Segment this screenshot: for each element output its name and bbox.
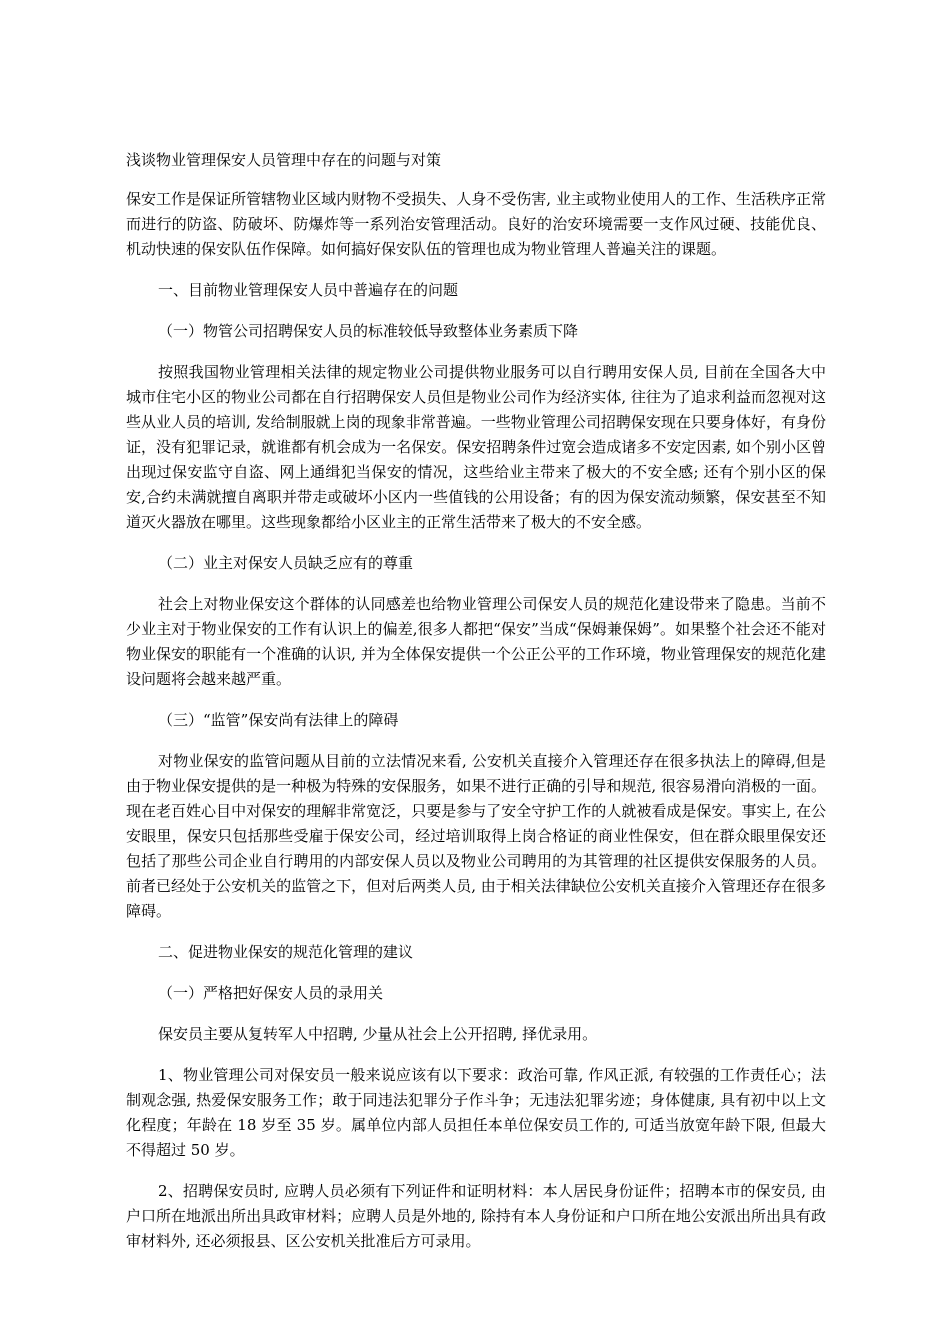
numbered-paragraph-1: 1、物业管理公司对保安员一般来说应该有以下要求：政治可靠, 作风正派, 有较强的工作责任心；法制观念强, 热爱保安服务工作；敢于同违法犯罪分子作斗争；无违法犯罪劣迹；身体健康, 具有初中以上文化程度；年龄在 18 岁至 35 岁。属单位内部人员担任本单位保安员工作的, 可适当放宽年龄下限, 但最大不得超过 50 岁。	[126, 1066, 826, 1159]
body-paragraph: 按照我国物业管理相关法律的规定物业公司提供物业服务可以自行聘用安保人员, 目前在全国各大中城市住宅小区的物业公司都在自行招聘保安人员但是物业公司作为经济实体, 往往为了追求利益而忽视对这些从业人员的培训, 发给制服就上岗的现象非常普遍。一些物业管理公司招聘保安现在只要身体好，有身份证，没有犯罪记录，就谁都有机会成为一名保安。保安招聘条件过宽会造成诸多不安定因素, 如个别小区曾出现过保安监守自盗、网上通缉犯当保安的情况，这些给业主带来了极大的不安全感; 还有个别小区的保安,合约未满就擅自离职并带走或破坏小区内一些值钱的公用设备；有的因为保安流动频繁，保安甚至不知道灭火器放在哪里。这些现象都给小区业主的正常生活带来了极大的不安全感。	[126, 363, 826, 531]
subsection-heading-2-1: （一）严格把好保安人员的录用关	[158, 984, 384, 1002]
section-heading-1: 一、目前物业管理保安人员中普遍存在的问题	[158, 281, 459, 299]
numbered-paragraph-2: 2、招聘保安员时, 应聘人员必须有下列证件和证明材料：本人居民身份证件；招聘本市的保安员, 由户口所在地派出所出具政审材料；应聘人员是外地的, 除持有本人身份证和户口所在地公安派出所出具有政审材料外, 还必须报县、区公安机关批准后方可录用。	[126, 1182, 826, 1250]
subsection-heading-1-2: （二）业主对保安人员缺乏应有的尊重	[158, 554, 414, 572]
section-heading-2: 二、促进物业保安的规范化管理的建议	[158, 943, 414, 961]
body-paragraph: 保安员主要从复转军人中招聘, 少量从社会上公开招聘, 择优录用。	[158, 1025, 598, 1043]
intro-paragraph: 保安工作是保证所管辖物业区域内财物不受损失、人身不受伤害, 业主或物业使用人的工作、生活秩序正常而进行的防盗、防破坏、防爆炸等一系列治安管理活动。良好的治安环境需要一支作风过硬、技能优良、机动快速的保安队伍作保障。如何搞好保安队伍的管理也成为物业管理人普遍关注的课题。	[126, 190, 826, 258]
subsection-heading-1-1: （一）物管公司招聘保安人员的标准较低导致整体业务素质下降	[158, 322, 579, 340]
body-paragraph: 社会上对物业保安这个群体的认同感差也给物业管理公司保安人员的规范化建设带来了隐患。当前不少业主对于物业保安的工作有认识上的偏差,很多人都把“保安”当成“保姆兼保姆”。如果整个社会还不能对物业保安的职能有一个准确的认识, 并为全体保安提供一个公正公平的工作环境，物业管理保安的规范化建设问题将会越来越严重。	[126, 595, 826, 688]
body-paragraph: 对物业保安的监管问题从目前的立法情况来看, 公安机关直接介入管理还存在很多执法上的障碍,但是由于物业保安提供的是一种极为特殊的安保服务，如果不进行正确的引导和规范, 很容易滑向消极的一面。现在老百姓心目中对保安的理解非常宽泛，只要是参与了安全守护工作的人就被看成是保安。事实上, 在公安眼里，保安只包括那些受雇于保安公司，经过培训取得上岗合格证的商业性保安，但在群众眼里保安还包括了那些公司企业自行聘用的内部安保人员以及物业公司聘用的为其管理的社区提供安保服务的人员。前者已经处于公安机关的监管之下，但对后两类人员, 由于相关法律缺位公安机关直接介入管理还存在很多障碍。	[126, 752, 826, 920]
document-page	[126, 148, 826, 1270]
document-title: 浅谈物业管理保安人员管理中存在的问题与对策	[126, 151, 442, 169]
subsection-heading-1-3: （三）“监管”保安尚有法律上的障碍	[158, 711, 399, 729]
